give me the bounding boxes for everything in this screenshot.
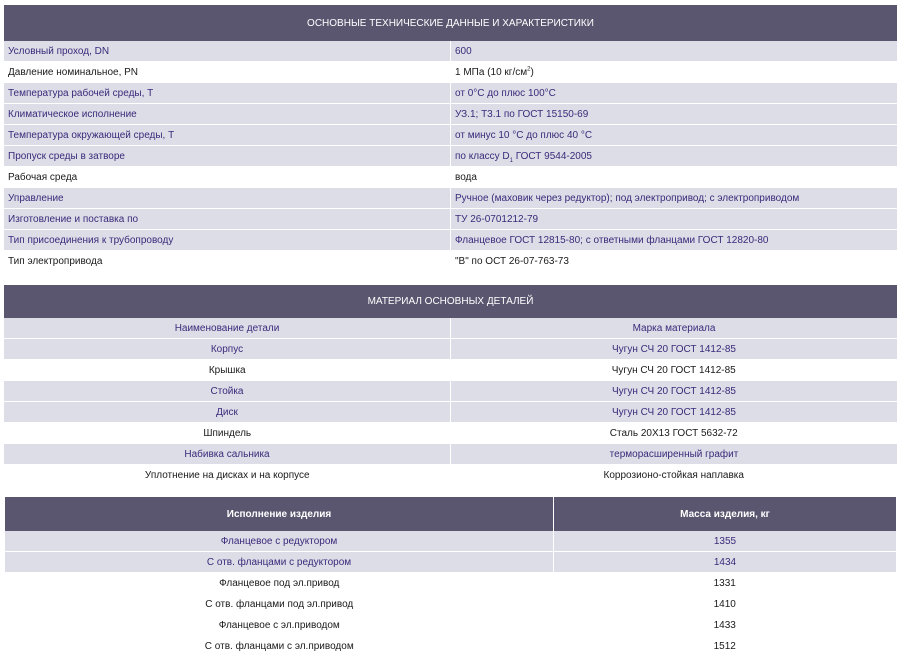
specs-table (4, 5, 897, 272)
spec-value: от 0°С до плюс 100°С (451, 83, 898, 104)
table-row (4, 381, 897, 402)
material-grade: терморасширенный графит (451, 444, 898, 465)
spec-label: Пропуск среды в затворе (4, 146, 451, 167)
variant-name: Фланцевое с редуктором (5, 531, 554, 552)
materials-header (4, 285, 897, 318)
variant-name: Фланцевое под эл.привод (5, 573, 554, 594)
materials-column-headers (4, 318, 897, 339)
material-grade: Чугун СЧ 20 ГОСТ 1412-85 (451, 402, 898, 423)
spec-value (451, 146, 898, 167)
table-row (5, 594, 896, 615)
table-row (4, 62, 897, 83)
spec-label: Температура рабочей среды, T (4, 83, 451, 104)
spec-value (451, 62, 898, 83)
variant-mass: 1434 (554, 552, 897, 573)
spec-value: Фланцевое ГОСТ 12815-80; с ответными фланцами ГОСТ 12820-80 (451, 230, 898, 251)
variant-mass: 1331 (554, 573, 897, 594)
spec-value-text: 1 МПа (10 кг/см (455, 66, 528, 78)
spec-value-sub: 1 (509, 157, 513, 164)
table-row (5, 615, 896, 636)
mass-table (5, 497, 896, 657)
materials-table (4, 285, 897, 486)
spec-label: Изготовление и поставка по (4, 209, 451, 230)
table-row (4, 104, 897, 125)
table-row (4, 209, 897, 230)
table-row (4, 188, 897, 209)
spec-value-text: по классу D (455, 150, 510, 162)
variant-name: С отв. фланцами под эл.привод (5, 594, 554, 615)
table-row (5, 573, 896, 594)
spec-value: "В" по ОСТ 26-07-763-73 (451, 251, 898, 272)
spec-value: вода (451, 167, 898, 188)
specs-title: ОСНОВНЫЕ ТЕХНИЧЕСКИЕ ДАННЫЕ И ХАРАКТЕРИСТИКИ (307, 17, 594, 29)
mass-header (5, 497, 896, 531)
table-row (4, 360, 897, 381)
spec-label: Давление номинальное, PN (4, 62, 451, 83)
table-row (4, 125, 897, 146)
table-row (4, 41, 897, 62)
specs-header (4, 5, 897, 41)
part-name: Уплотнение на дисках и на корпусе (4, 465, 451, 486)
spec-value: ТУ 26-0701212-79 (451, 209, 898, 230)
table-row (4, 423, 897, 444)
material-grade: Сталь 20Х13 ГОСТ 5632-72 (451, 423, 898, 444)
part-name: Крышка (4, 360, 451, 381)
column-header-variant: Исполнение изделия (226, 508, 332, 520)
table-row (5, 636, 896, 657)
column-header-material: Марка материала (451, 318, 898, 339)
variant-mass: 1433 (554, 615, 897, 636)
part-name: Корпус (4, 339, 451, 360)
table-row (4, 465, 897, 486)
materials-title: МАТЕРИАЛ ОСНОВНЫХ ДЕТАЛЕЙ (367, 296, 534, 307)
spec-label: Температура окружающей среды, T (4, 125, 451, 146)
spec-value-text: ГОСТ 9544-2005 (512, 150, 592, 162)
table-row (4, 444, 897, 465)
spec-value: Ручное (маховик через редуктор); под электропривод; с электроприводом (451, 188, 898, 209)
spec-value: УЗ.1; Т3.1 по ГОСТ 15150-69 (451, 104, 898, 125)
variant-name: С отв. фланцами с редуктором (5, 552, 554, 573)
material-grade: Чугун СЧ 20 ГОСТ 1412-85 (451, 381, 898, 402)
spec-label: Тип электропривода (4, 251, 451, 272)
part-name: Набивка сальника (4, 444, 451, 465)
table-row (5, 552, 896, 573)
variant-name: С отв. фланцами с эл.приводом (5, 636, 554, 657)
spec-label: Рабочая среда (4, 167, 451, 188)
part-name: Диск (4, 402, 451, 423)
spec-value: 600 (451, 41, 898, 62)
spec-value: от минус 10 °С до плюс 40 °С (451, 125, 898, 146)
table-row (5, 531, 896, 552)
spec-label: Условный проход, DN (4, 41, 451, 62)
table-row (4, 146, 897, 167)
column-header-mass: Масса изделия, кг (554, 497, 897, 531)
part-name: Шпиндель (4, 423, 451, 444)
spec-value-sup: 2 (527, 66, 531, 73)
table-row (4, 251, 897, 272)
column-header-part: Наименование детали (4, 318, 451, 339)
table-row (4, 402, 897, 423)
table-row (4, 83, 897, 104)
spec-label: Климатическое исполнение (4, 104, 451, 125)
spec-label: Управление (4, 188, 451, 209)
variant-mass: 1355 (554, 531, 897, 552)
spec-value-text: ) (530, 66, 534, 78)
table-row (4, 339, 897, 360)
variant-mass: 1512 (554, 636, 897, 657)
variant-name: Фланцевое с эл.приводом (5, 615, 554, 636)
table-row (4, 167, 897, 188)
spec-label: Тип присоединения к трубопроводу (4, 230, 451, 251)
material-grade: Чугун СЧ 20 ГОСТ 1412-85 (451, 339, 898, 360)
part-name: Стойка (4, 381, 451, 402)
table-row (4, 230, 897, 251)
variant-mass: 1410 (554, 594, 897, 615)
material-grade: Чугун СЧ 20 ГОСТ 1412-85 (451, 360, 898, 381)
material-grade: Коррозионо-стойкая наплавка (451, 465, 898, 486)
